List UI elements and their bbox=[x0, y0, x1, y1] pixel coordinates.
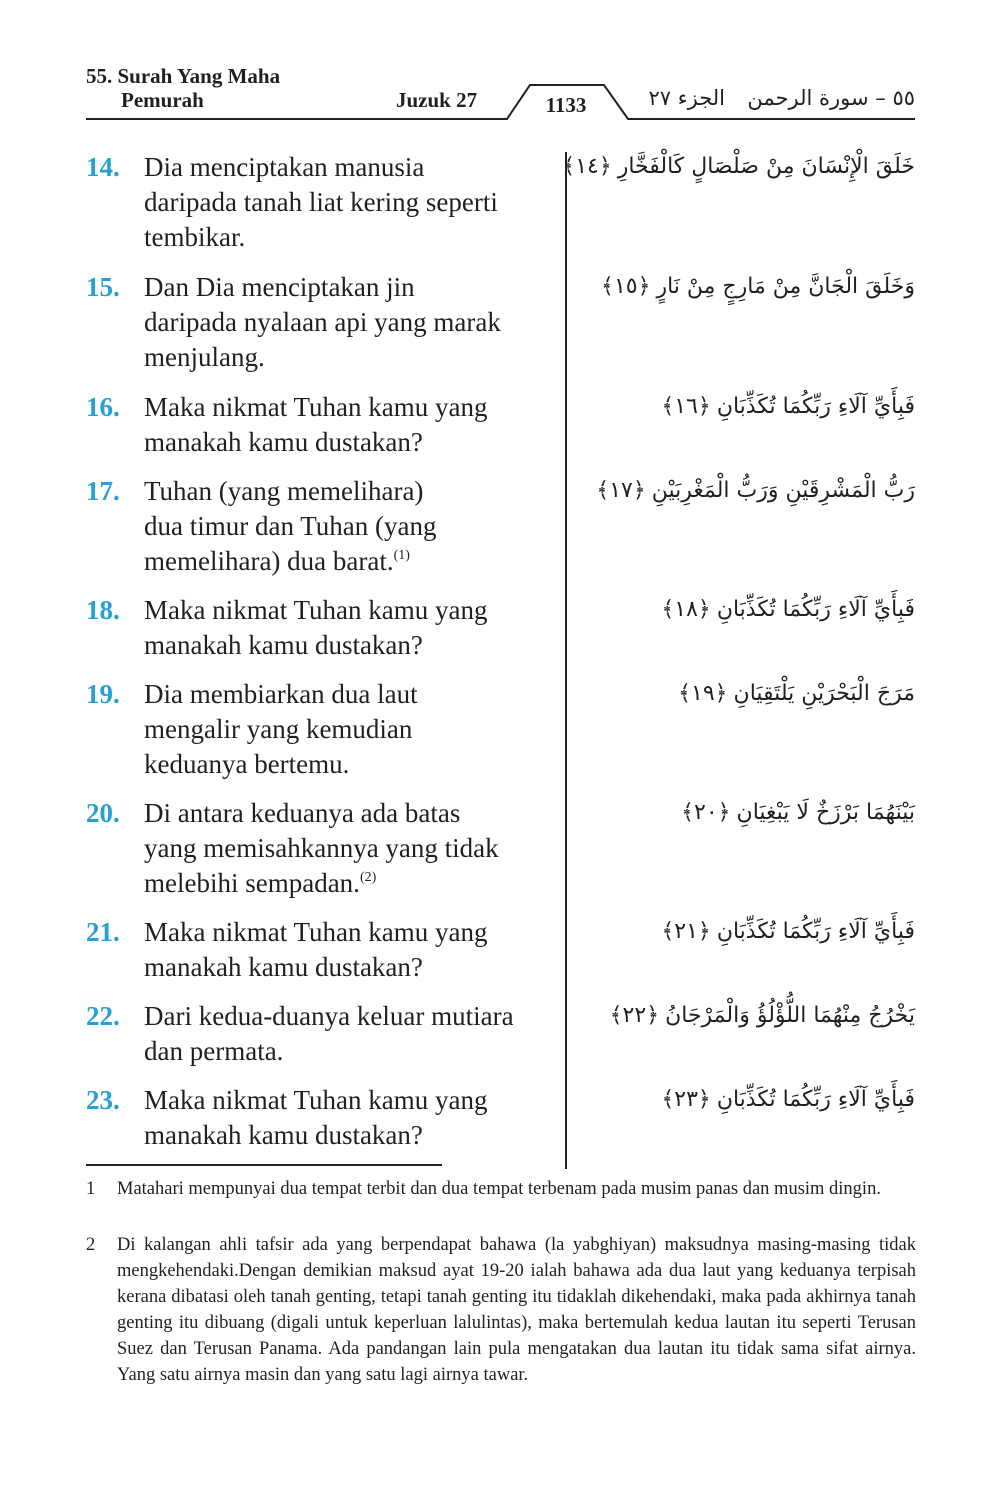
verse-23 bbox=[86, 1083, 558, 1153]
verse-translation: Dia membiarkan dua laut mengalir yang kemudian keduanya bertemu. bbox=[144, 679, 418, 779]
verse-translation: Maka nikmat Tuhan kamu yang manakah kamu dustakan? bbox=[144, 595, 488, 660]
verse-end-marker: ﴿١٦﴾ bbox=[661, 394, 711, 419]
header-rule bbox=[0, 0, 1000, 130]
verse-number: 16. bbox=[86, 392, 120, 422]
footnote-number: 2 bbox=[86, 1235, 96, 1255]
verse-number: 17. bbox=[86, 476, 120, 506]
verse-number: 23. bbox=[86, 1085, 120, 1115]
footnote-ref: (2) bbox=[359, 870, 377, 885]
verse-translation: Dia menciptakan manusia daripada tanah liat kering seperti tembikar. bbox=[144, 152, 498, 252]
verse-22 bbox=[86, 999, 558, 1069]
verse-end-marker: ﴿١٩﴾ bbox=[678, 681, 728, 706]
verse-translation: Maka nikmat Tuhan kamu yang manakah kamu dustakan? bbox=[144, 392, 488, 457]
footnote-ref: (1) bbox=[393, 548, 410, 563]
arabic-verse-14: خَلَقَ الْإِنْسَانَ مِنْ صَلْصَالٍ كَالْفَخَّارِ﴿١٤﴾ bbox=[585, 152, 915, 182]
verse-translation: Maka nikmat Tuhan kamu yang manakah kamu dustakan? bbox=[144, 1085, 488, 1150]
verse-number: 18. bbox=[86, 595, 120, 625]
verse-translation: Tuhan (yang memelihara) dua timur dan Tuhan (yang memelihara) dua barat.$^{(1)}$ bbox=[144, 476, 437, 576]
verse-18 bbox=[86, 593, 558, 663]
verse-translation: Di antara keduanya ada batas yang memisahkannya yang tidak melebihi sempadan.$^{(2)}$ bbox=[144, 798, 499, 898]
verse-19 bbox=[86, 677, 558, 782]
page-number: 1133 bbox=[545, 93, 587, 117]
surah-arabic-title: ٥٥ – سورة الرحمن bbox=[747, 86, 915, 110]
arabic-verse-22: يَخْرُجُ مِنْهُمَا اللُّؤْلُؤُ وَالْمَرْجَانُ﴿٢٢﴾ bbox=[585, 1001, 915, 1031]
verse-end-marker: ﴿٢٠﴾ bbox=[681, 800, 731, 825]
verse-end-marker: ﴿١٥﴾ bbox=[601, 274, 651, 299]
verse-number: 14. bbox=[86, 152, 120, 182]
verse-end-marker: ﴿١٧﴾ bbox=[596, 478, 646, 503]
verse-number: 22. bbox=[86, 1001, 120, 1031]
verse-21 bbox=[86, 915, 558, 985]
juz-arabic-label: الجزء ٢٧ bbox=[648, 86, 725, 110]
arabic-verse-18: فَبِأَيِّ آلَاءِ رَبِّكُمَا تُكَذِّبَانِ﴿١٨﴾ bbox=[585, 595, 915, 625]
arabic-verse-17: رَبُّ الْمَشْرِقَيْنِ وَرَبُّ الْمَغْرِبَيْنِ﴿١٧﴾ bbox=[585, 476, 915, 506]
verse-end-marker: ﴿٢٢﴾ bbox=[609, 1003, 660, 1028]
verse-17 bbox=[86, 474, 558, 579]
arabic-verse-15: وَخَلَقَ الْجَانَّ مِنْ مَارِجٍ مِنْ نَارٍ﴿١٥﴾ bbox=[585, 272, 915, 302]
arabic-verse-23: فَبِأَيِّ آلَاءِ رَبِّكُمَا تُكَذِّبَانِ﴿٢٣﴾ bbox=[585, 1085, 915, 1115]
arabic-verse-16: فَبِأَيِّ آلَاءِ رَبِّكُمَا تُكَذِّبَانِ﴿١٦﴾ bbox=[585, 392, 915, 422]
verse-number: 15. bbox=[86, 272, 120, 302]
verse-number: 21. bbox=[86, 917, 120, 947]
surah-title-line2: Pemurah bbox=[121, 88, 204, 112]
verse-16 bbox=[86, 390, 558, 460]
arabic-verse-19: مَرَجَ الْبَحْرَيْنِ يَلْتَقِيَانِ﴿١٩﴾ bbox=[585, 679, 915, 709]
verse-end-marker: ﴿١٨﴾ bbox=[661, 597, 711, 622]
column-divider bbox=[565, 152, 567, 1169]
verse-14 bbox=[86, 150, 558, 255]
footnote-text: Matahari mempunyai dua tempat terbit dan dua tempat terbenam pada musim panas dan musim dingin. bbox=[117, 1179, 881, 1199]
verse-number: 19. bbox=[86, 679, 120, 709]
verse-20 bbox=[86, 796, 558, 901]
footnote-rule bbox=[86, 1164, 442, 1166]
verse-end-marker: ﴿٢١﴾ bbox=[661, 919, 711, 944]
arabic-verse-21: فَبِأَيِّ آلَاءِ رَبِّكُمَا تُكَذِّبَانِ﴿٢١﴾ bbox=[585, 917, 915, 947]
verse-end-marker: ﴿٢٣﴾ bbox=[661, 1087, 711, 1112]
verse-translation: Dari kedua-duanya keluar mutiara dan permata. bbox=[144, 1001, 514, 1066]
surah-title-line1: 55. Surah Yang Maha bbox=[86, 64, 281, 88]
verse-end-marker: ﴿١٤﴾ bbox=[562, 154, 612, 179]
verse-15 bbox=[86, 270, 558, 375]
footnote-2 bbox=[86, 1232, 916, 1388]
footnote-text: Di kalangan ahli tafsir ada yang berpendapat bahawa (la yabghiyan) maksudnya masing-masing tidak mengkehendaki.Dengan demikian maksud ayat 19-20 ialah bahawa ada dua laut yang keduanya terpisah kerana dibatasi oleh tanah genting, tetapi tanah genting itu tidaklah dikehendaki, maka pada akhirnya tanah genting itu dibuang (digali untuk keperluan lalulintas), maka bertemulah kedua lautan itu seperti Terusan Suez dan Terusan Panama. Ada pandangan lain pula mengatakan dua lautan itu tidak sama sifat airnya. Yang satu airnya masin dan yang satu lagi airnya tawar. bbox=[117, 1235, 916, 1385]
footnote-number: 1 bbox=[86, 1179, 96, 1199]
juzuk-label: Juzuk 27 bbox=[396, 88, 478, 112]
verse-translation: Dan Dia menciptakan jin daripada nyalaan api yang marak menjulang. bbox=[144, 272, 501, 372]
arabic-verse-20: بَيْنَهُمَا بَرْزَخٌ لَا يَبْغِيَانِ﴿٢٠﴾ bbox=[585, 798, 915, 828]
footnote-1 bbox=[86, 1176, 916, 1202]
verse-number: 20. bbox=[86, 798, 120, 828]
verse-translation: Maka nikmat Tuhan kamu yang manakah kamu dustakan? bbox=[144, 917, 488, 982]
